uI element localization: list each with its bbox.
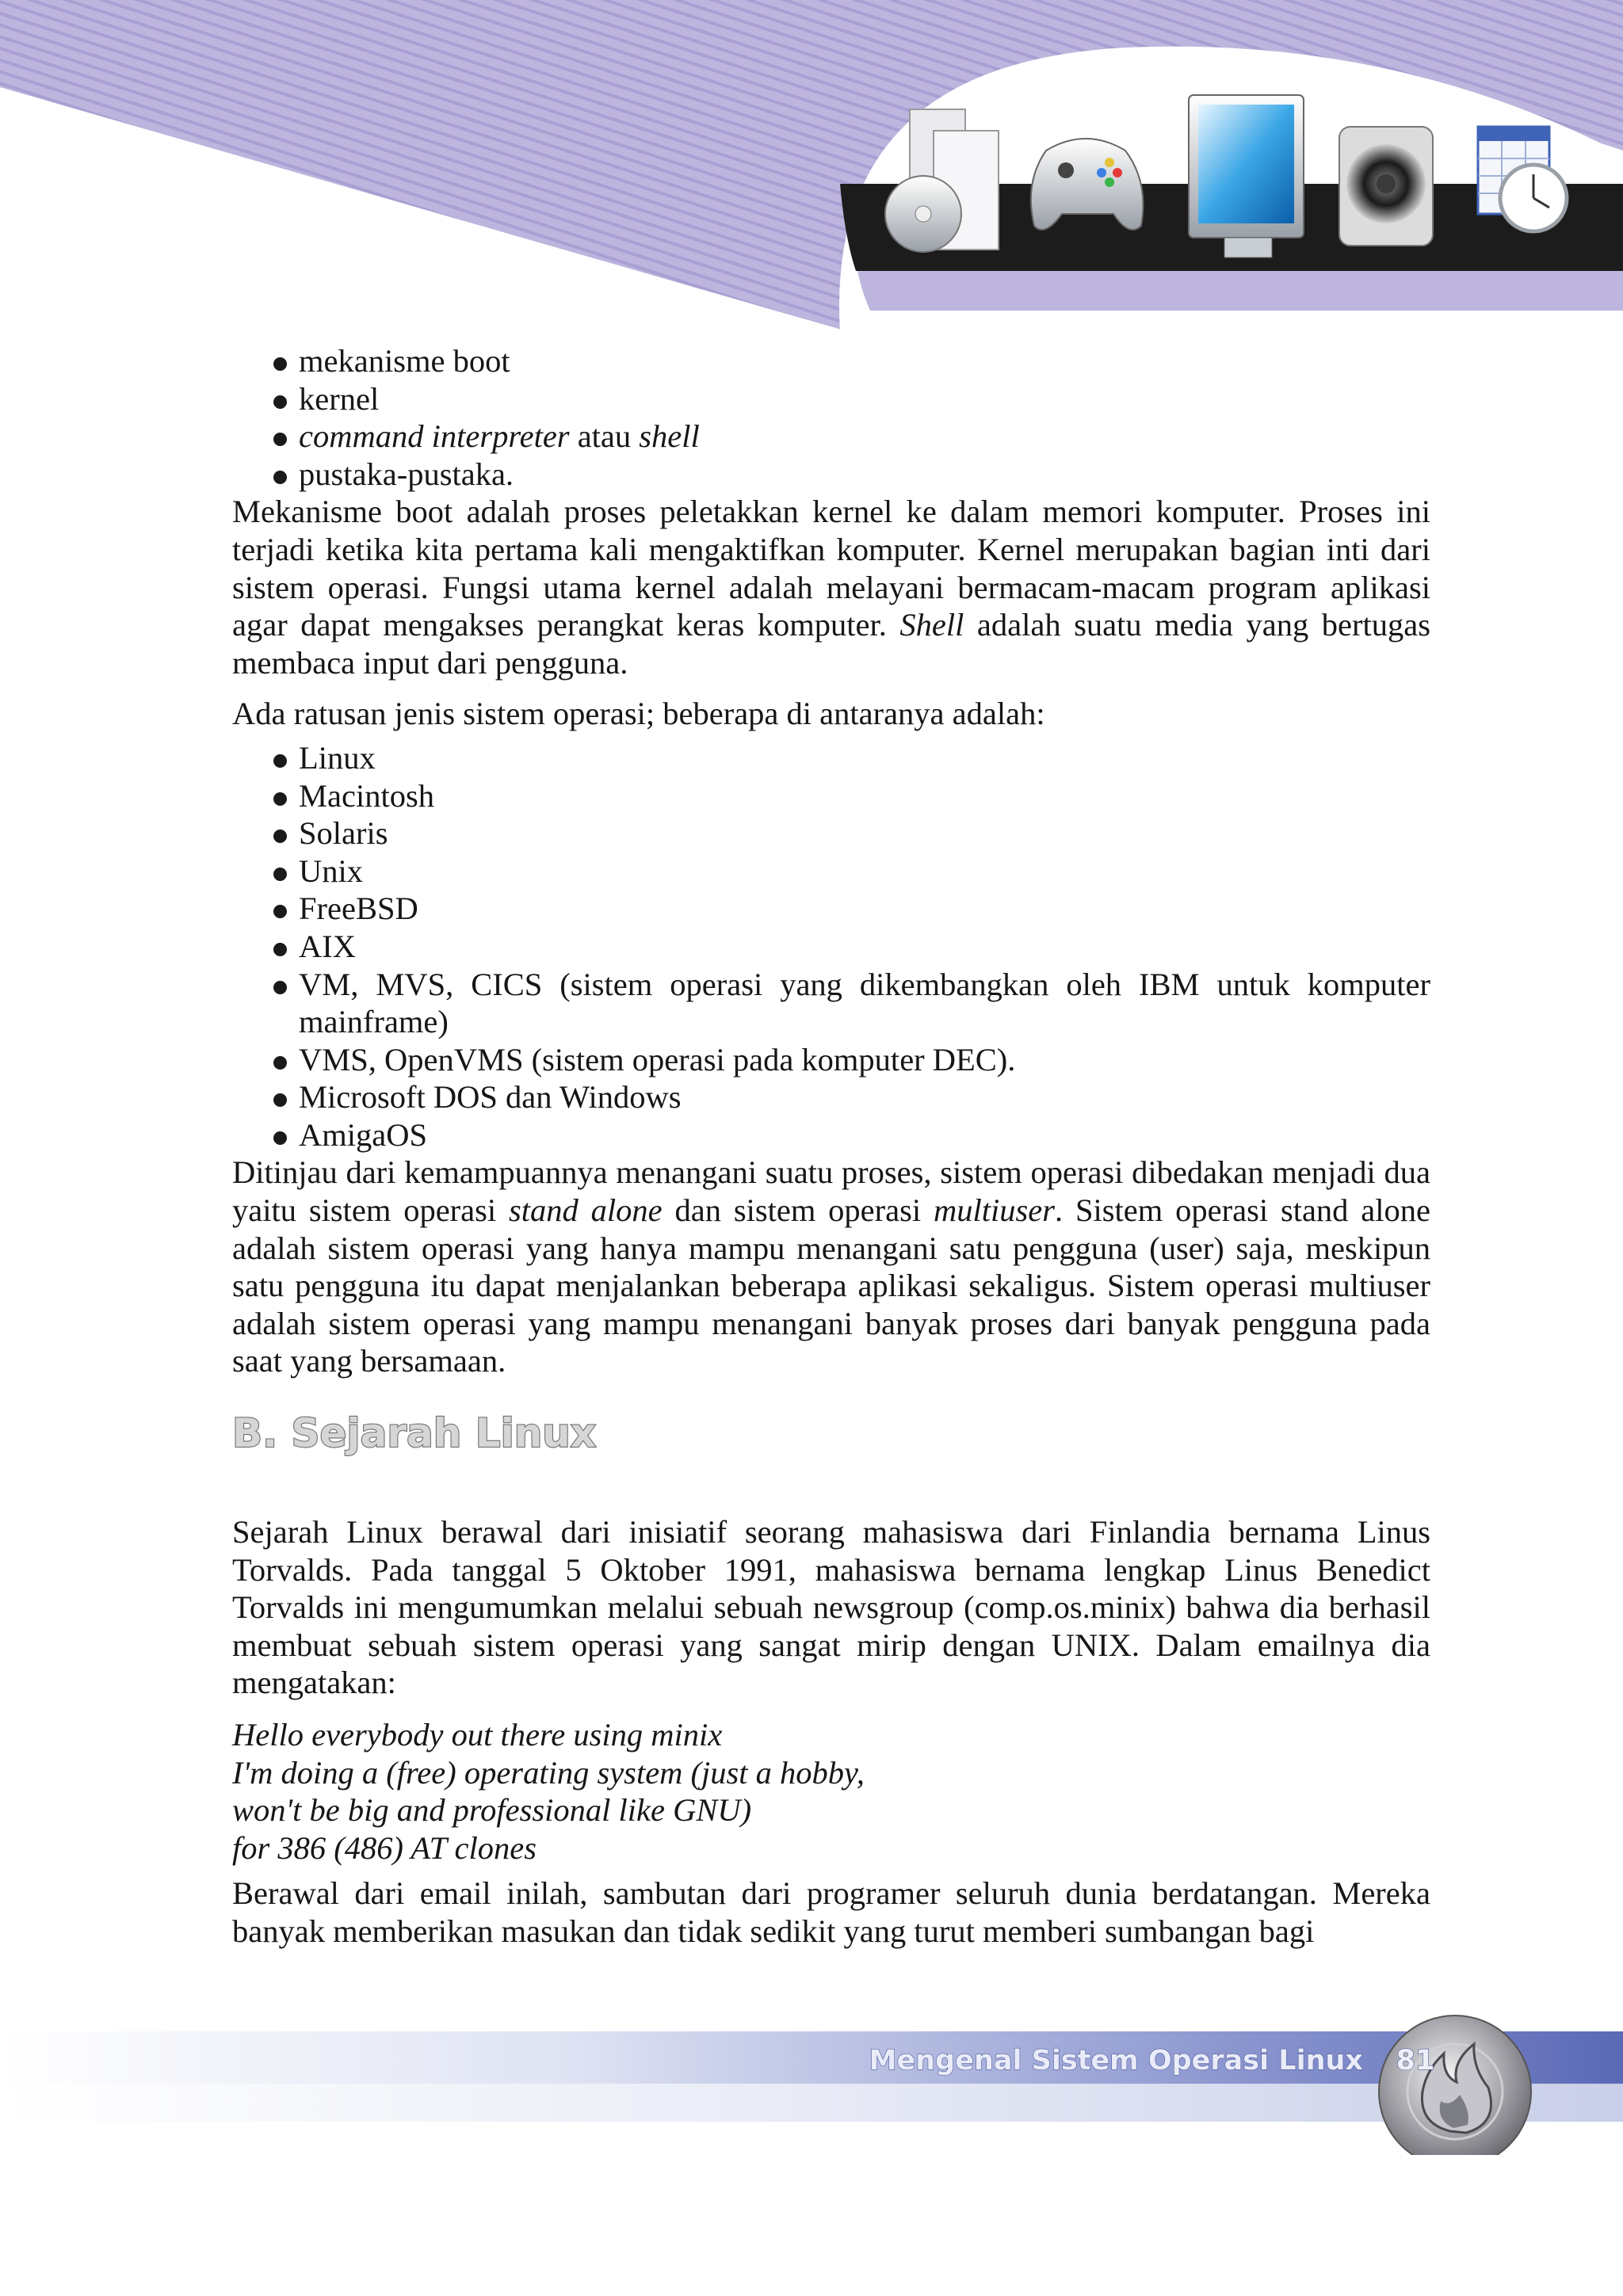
list-item: Solaris (273, 814, 1430, 852)
speaker-icon (1339, 127, 1433, 246)
monitor-icon (1189, 95, 1304, 257)
component-list (232, 342, 1430, 493)
footer-banner (0, 2012, 1623, 2155)
page-content (232, 342, 1430, 1951)
quote-line: for 386 (486) AT clones (232, 1829, 537, 1866)
list-item: Unix (273, 852, 1430, 891)
list-item: Macintosh (273, 777, 1430, 815)
paragraph-linux-history: Sejarah Linux berawal dari inisiatif seorang mahasiswa dari Finlandia bernama Linus Torvalds. Pada tanggal 5 Oktober 1991, mahasiswa bernama lengkap Linus Benedict Torvalds ini mengumumkan melalui sebuah newsgroup (comp.os.minix) bahwa dia berhasil membuat sebuah sistem operasi yang sangat mirip dengan UNIX. Dalam emailnya dia mengatakan: (232, 1514, 1430, 1701)
quote-line: Hello everybody out there using minix (232, 1717, 723, 1753)
list-item: AIX (273, 928, 1430, 966)
list-item: Linux (273, 739, 1430, 777)
list-item: Microsoft DOS dan Windows (273, 1078, 1430, 1116)
quote-line: I'm doing a (free) operating system (just a hobby, (232, 1754, 865, 1791)
list-item: kernel (273, 380, 1430, 418)
quote-line: won't be big and professional like GNU) (232, 1792, 752, 1829)
list-item: pustaka-pustaka. (273, 456, 1430, 494)
header-banner (0, 0, 1623, 372)
section-heading-text: B. Sejarah Linux (232, 1410, 597, 1457)
page-number: 81 (1396, 2045, 1435, 2077)
paragraph-multiuser: Ditinjau dari kemampuannya menangani suatu proses, sistem operasi dibedakan menjadi dua yaitu sistem operasi stand alone dan sistem operasi multiuser. Sistem operasi stand alone adalah sistem operasi yang hanya mampu menangani satu pengguna (user) saja, meskipun satu pengguna itu dapat menjalankan beberapa aplikasi sekaligus. Sistem operasi multiuser adalah sistem operasi yang mampu menangani banyak proses dari banyak pengguna pada saat yang bersamaan. (232, 1154, 1430, 1379)
list-item: FreeBSD (273, 890, 1430, 928)
list-item: VM, MVS, CICS (sistem operasi yang dikembangkan oleh IBM untuk komputer mainframe) (273, 966, 1430, 1041)
list-item: VMS, OpenVMS (sistem operasi pada komputer DEC). (273, 1041, 1430, 1079)
list-item: AmigaOS (273, 1116, 1430, 1154)
paragraph-boot: Mekanisme boot adalah proses peletakkan kernel ke dalam memori komputer. Proses ini terjadi ketika kita pertama kali mengaktifkan komputer. Kernel merupakan bagian inti dari sistem operasi. Fungsi utama kernel adalah melayani bermacam-macam program aplikasi agar dapat mengakses perangkat keras komputer. Shell adalah suatu media yang bertugas membaca input dari pengguna. (232, 494, 1430, 681)
cd-flame-icon (1379, 2016, 1531, 2155)
footer-book-title: Mengenal Sistem Operasi Linux (869, 2045, 1363, 2077)
os-list (232, 739, 1430, 1154)
section-heading (232, 1407, 1430, 1458)
paragraph-response: Berawal dari email inilah, sambutan dari programer seluruh dunia berdatangan. Mereka banyak memberikan masukan dan tidak sedikit yang turut memberi sumbangan bagi (232, 1875, 1430, 1949)
list-item: mekanisme boot (273, 342, 1430, 380)
paragraph-os-intro: Ada ratusan jenis sistem operasi; beberapa di antaranya adalah: (232, 696, 1045, 732)
email-quote (232, 1716, 1430, 1867)
list-item: command interpreter atau shell (273, 418, 1430, 456)
